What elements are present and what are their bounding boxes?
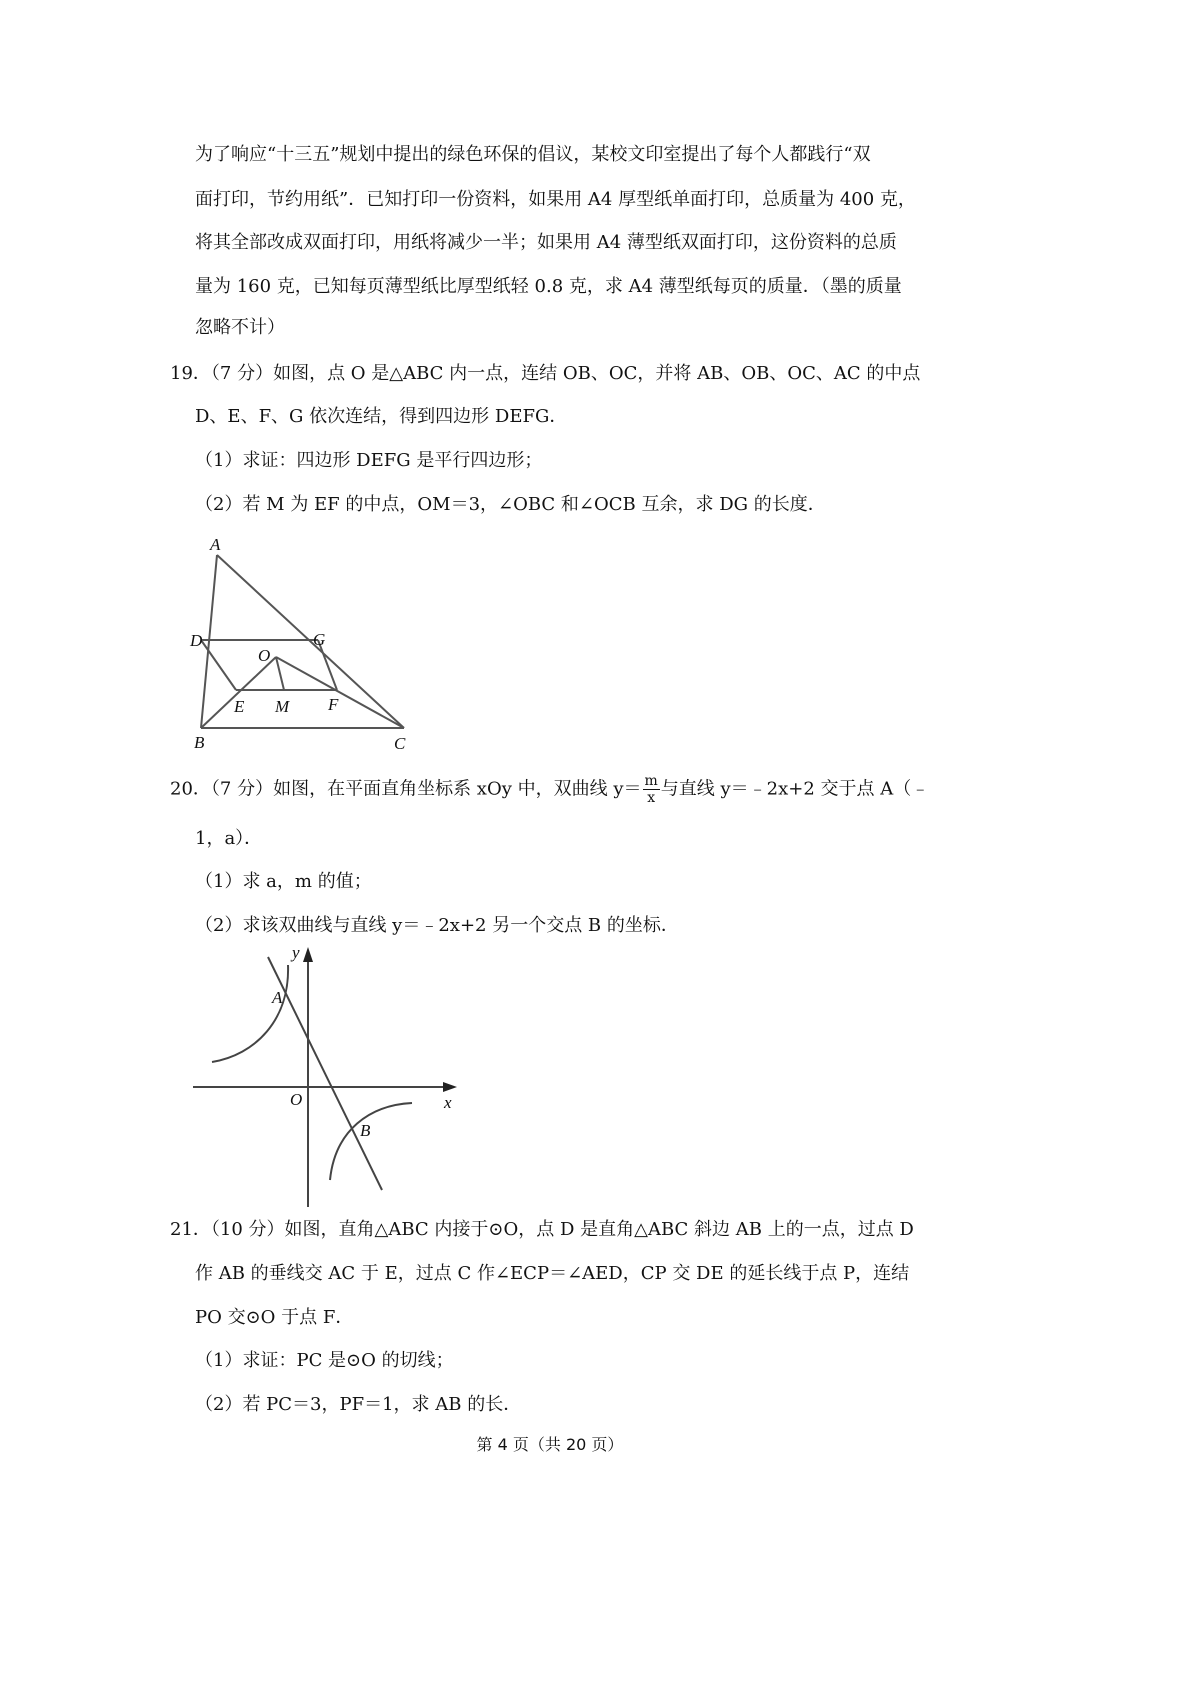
sub-question-2: （2）若 PC＝3，PF＝1，求 AB 的长． [195,1394,522,1415]
text-line: 量为 160 克，已知每页薄型纸比厚型纸轻 0.8 克，求 A4 薄型纸每页的质量．（墨的质量 [195,276,902,297]
question-stem: 19．（7 分）如图，点 O 是△ABC 内一点，连结 OB、OC，并将 AB、OB、OC、AC 的中点 [170,363,921,384]
sub-question-1: （1）求证：四边形 DEFG 是平行四边形； [195,450,543,471]
sub-question-1: （1）求证：PC 是⊙O 的切线； [195,1350,454,1371]
label-d: D [190,631,203,650]
text-line: 忽略不计） [195,317,285,338]
label-a: A [272,988,283,1007]
label-g: G [313,630,326,649]
text-line: PO 交⊙O 于点 F． [195,1307,354,1328]
text-line: 作 AB 的垂线交 AC 于 E，过点 C 作∠ECP＝∠AED，CP 交 DE 的延长线于点 P，连结 [195,1263,910,1284]
label-a: A [210,535,221,554]
text-line: D、E、F、G 依次连结，得到四边形 DEFG． [195,406,568,427]
label-x: x [444,1093,452,1112]
text-line: 面打印，节约用纸”．已知打印一份资料，如果用 A4 厚型纸单面打印，总质量为 400 克， [195,189,916,210]
label-b: B [360,1121,371,1140]
label-f: F [328,695,339,714]
text-line: 为了响应“十三五”规划中提出的绿色环保的倡议，某校文印室提出了每个人都践行“双 [195,144,871,165]
question-stem: 21．（10 分）如图，直角△ABC 内接于⊙O，点 D 是直角△ABC 斜边 AB 上的一点，过点 D [170,1219,914,1240]
label-b: B [194,733,205,752]
text-line: 将其全部改成双面打印，用纸将减少一半；如果用 A4 薄型纸双面打印，这份资料的总质 [195,232,897,253]
fraction-numerator: m [644,773,658,789]
label-o: O [258,646,271,665]
stem-part-1: 20．（7 分）如图，在平面直角坐标系 xOy 中，双曲线 y＝ [170,778,642,800]
label-c: C [394,734,406,753]
sub-question-1: （1）求 a，m 的值； [195,871,372,892]
fraction-denominator: x [647,790,656,806]
label-y: y [292,943,300,962]
text-line: 1，a）． [195,828,263,849]
page-footer: 第 4 页（共 20 页） [476,1435,624,1454]
sub-question-2: （2）若 M 为 EF 的中点，OM＝3，∠OBC 和∠OCB 互余，求 DG 的长度． [195,494,826,515]
sub-question-2: （2）求该双曲线与直线 y＝﹣2x+2 另一个交点 B 的坐标． [195,915,679,936]
label-e: E [234,697,245,716]
stem-part-2: 与直线 y＝﹣2x+2 交于点 A（﹣ [660,778,930,800]
label-m: M [275,697,290,716]
label-o: O [290,1090,303,1109]
